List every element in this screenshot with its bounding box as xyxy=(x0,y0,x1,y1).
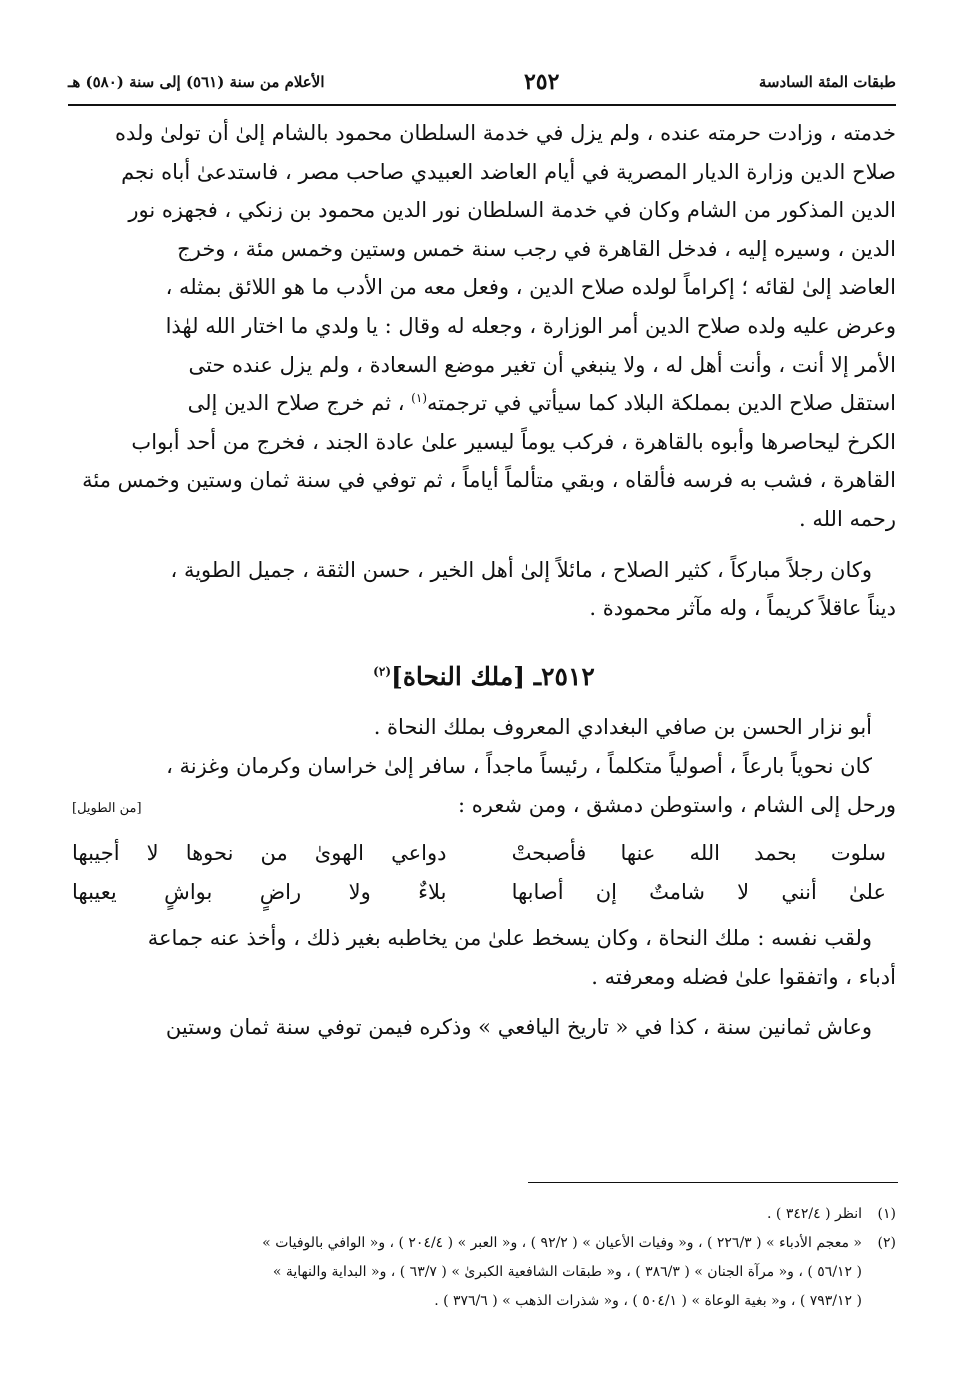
footnote-2 xyxy=(72,1229,896,1258)
text-line: ديناً عاقلاً كريماً ، وله مآثر محمودة . xyxy=(589,596,896,621)
text-line: صلاح الدين وزارة الديار المصرية في أيام العاضد العبيدي صاحب مصر ، فاستدعىٰ أباه نجم xyxy=(121,159,896,184)
footnote-ref-2[interactable]: (٢) xyxy=(373,664,391,679)
poem xyxy=(72,834,896,911)
text-line: الدين ، وسيره إليه ، فدخل القاهرة في رجب سنة خمس وستين وخمس مئة ، وخرج xyxy=(177,236,896,261)
poem-verse xyxy=(72,873,896,912)
text-line: أبو نزار الحسن بن صافي البغدادي المعروف بملك النحاة . xyxy=(373,715,872,740)
text-line: رحمه الله . xyxy=(799,506,896,531)
text-line: وعاش ثمانين سنة ، كذا في « تاريخ اليافعي » وذكره فيمن توفي سنة ثمان وستين xyxy=(165,1015,872,1040)
footnote-text-continued: ( ٥٦/١٢ ) ، و« مرآة الجنان » ( ٣٨٦/٣ ) ، و« طبقات الشافعية الكبرىٰ » ( ٦٣/٧ ) ، و« البداية والنهاية » xyxy=(272,1264,862,1280)
text-line: الأمر إلا أنت ، وأنت أهل له ، ولا ينبغي أن تغير موضع السعادة ، ولم يزل عنده حتى xyxy=(188,352,896,377)
text-line: ولقب نفسه : ملك النحاة ، وكان يسخط علىٰ من يخاطبه بغير ذلك ، وأخذ عنه جماعة xyxy=(147,926,872,951)
running-book-title: طبقات المئة السادسة xyxy=(758,73,896,91)
verse-first-hemistich: علىٰ أنني لا شامتٌ إن أصابها xyxy=(511,879,886,904)
verse-first-hemistich: سلوت بحمد الله عنها فأصبحتْ xyxy=(511,841,886,866)
text-line-with-footnote xyxy=(72,384,896,423)
poem-intro-row xyxy=(72,786,896,829)
header-divider xyxy=(68,104,896,106)
footnote-number: (١) xyxy=(877,1206,896,1222)
text-line: وكان رجلاً مباركاً ، كثير الصلاح ، مائلاً إلىٰ أهل الخير ، حسن الثقة ، جميل الطوية ، xyxy=(170,557,872,582)
text-line: أدباء ، واتفقوا علىٰ فضله ومعرفته . xyxy=(591,964,896,989)
text-line: كان نحوياً بارعاً ، أصولياً متكلماً ، رئيساً ماجداً ، سافر إلىٰ خراسان وكرمان وغزنة ، xyxy=(166,753,872,778)
footnote-ref-1[interactable]: (١) xyxy=(411,391,427,406)
text-line: وعرض عليه ولده صلاح الدين أمر الوزارة ، وجعله له وقال : يا ولدي ما اختار الله لهٰذا xyxy=(165,313,896,338)
entry-title: ٢٥١٢ـ [ملك النحاة] xyxy=(391,661,595,691)
footnote-divider xyxy=(528,1182,898,1183)
footnote-1 xyxy=(72,1200,896,1229)
text-segment: استقل صلاح الدين بمملكة البلاد كما سيأتي في ترجمته xyxy=(427,391,896,416)
entry-heading xyxy=(72,658,896,697)
meter-label: [من الطويل] xyxy=(72,800,142,816)
verse-second-hemistich: بلاءٌ ولا راضٍ بواشٍ يعيبها xyxy=(72,879,447,904)
poem-verse xyxy=(72,834,896,873)
footnote-text: « معجم الأدباء » ( ٢٢٦/٣ ) ، و« وفيات الأعيان » ( ٩٢/٢ ) ، و« العبر » ( ٢٠٤/٤ ) ، و« الوافي بالوفيات » xyxy=(262,1235,862,1251)
text-line: ورحل إلى الشام ، واستوطن دمشق ، ومن شعره : xyxy=(458,792,896,817)
text-line: الدين المذكور من الشام وكان في خدمة السلطان نور الدين محمود بن زنكي ، فجهزه نور xyxy=(128,198,896,223)
verse-second-hemistich: دواعي الهوىٰ من نحوها لا أجيبها xyxy=(72,841,447,866)
footnotes xyxy=(72,1200,896,1316)
page-header xyxy=(68,64,896,100)
text-segment: ، ثم خرج صلاح الدين إلى xyxy=(187,391,412,416)
footnote-number: (٢) xyxy=(877,1235,896,1251)
text-line: الكرخ ليحاصرها وأبوه بالقاهرة ، فركب يوماً ليسير علىٰ عادة الجند ، فخرج من أحد أبواب xyxy=(131,429,896,454)
footnote-text-continued: ( ٧٩٣/١٢ ) ، و« بغية الوعاة » ( ٥٠٤/١ ) ، و« شذرات الذهب » ( ٣٧٦/٦ ) . xyxy=(434,1293,862,1309)
running-section-range: الأعلام من سنة (٥٦١) إلى سنة (٥٨٠) هـ xyxy=(68,73,325,91)
main-text xyxy=(72,114,896,1047)
page-number: ٢٥٢ xyxy=(523,69,560,95)
text-line: القاهرة ، فشب به فرسه فألقاه ، وبقي متألماً أياماً ، ثم توفي في سنة ثمان وستين وخمس مئة xyxy=(82,468,896,493)
text-line: خدمته ، وزادت حرمته عنده ، ولم يزل في خدمة السلطان محمود بالشام إلىٰ أن تولىٰ ولده xyxy=(114,121,896,145)
footnote-text: انظر ( ٣٤٢/٤ ) . xyxy=(767,1206,862,1222)
text-line: العاضد إلىٰ لقائه ؛ إكراماً لولده صلاح الدين ، وفعل معه من الأدب ما هو اللائق بمثله ، xyxy=(165,275,896,300)
